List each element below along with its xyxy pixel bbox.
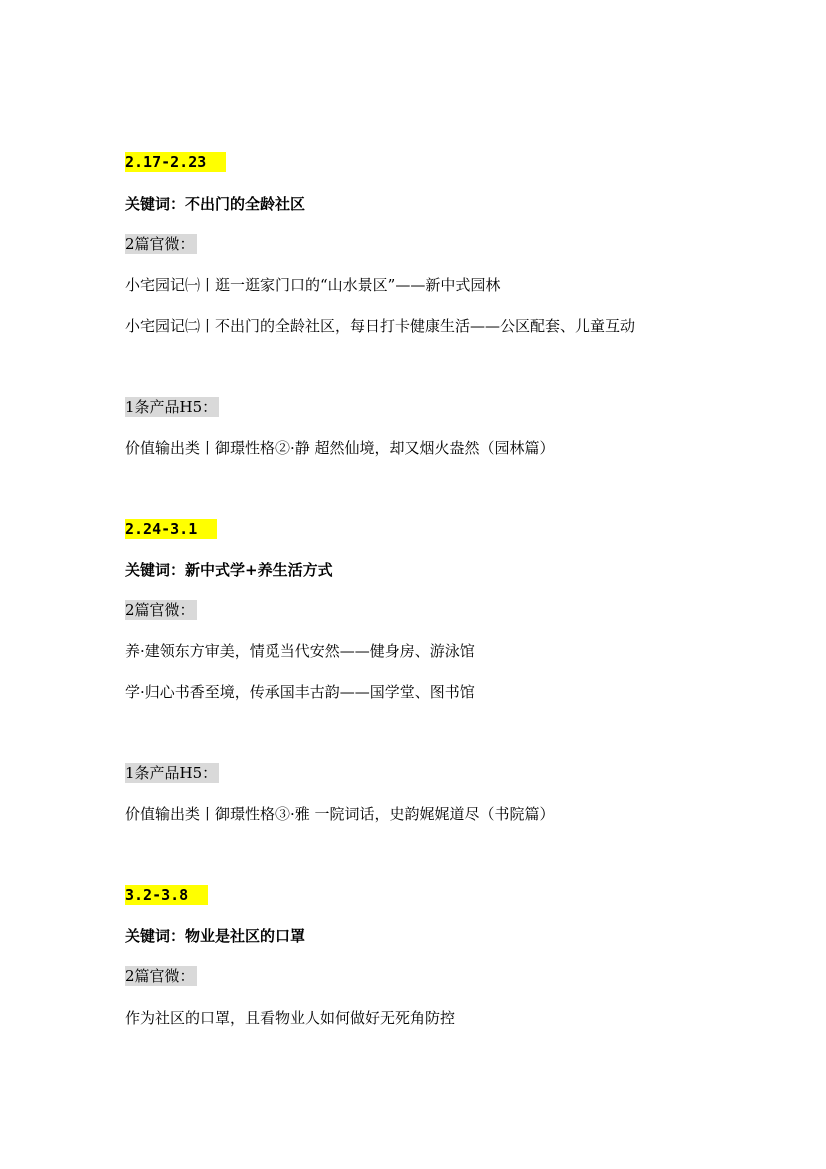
section-date: 3.2-3.8: [125, 885, 208, 905]
h5-label: 1条产品H5：: [125, 398, 218, 416]
weixin-item: 小宅园记㈠丨逛一逛家门口的“山水景区”——新中式园林: [125, 276, 501, 294]
h5-item: 价值输出类丨御璟性格②·静 超然仙境，却又烟火盎然（园林篇）: [125, 439, 555, 457]
weixin-label: 2篇官微：: [125, 967, 195, 985]
weixin-item: 作为社区的口罩，且看物业人如何做好无死角防控: [125, 1009, 456, 1027]
weixin-item: 养·建领东方审美，情觅当代安然——健身房、游泳馆: [125, 642, 475, 660]
weixin-label: 2篇官微：: [125, 235, 195, 253]
section-keyword: 关键词：新中式学+养生活方式: [125, 561, 333, 579]
section-date: 2.17-2.23: [125, 152, 226, 172]
h5-label: 1条产品H5：: [125, 764, 218, 782]
section-keyword: 关键词：物业是社区的口罩: [125, 927, 306, 945]
weixin-item: 小宅园记㈡丨不出门的全龄社区，每日打卡健康生活——公区配套、儿童互动: [125, 317, 636, 335]
weixin-label: 2篇官微：: [125, 601, 195, 619]
section-keyword: 关键词：不出门的全龄社区: [125, 195, 306, 213]
h5-item: 价值输出类丨御璟性格③·雅 一院词话，史韵娓娓道尽（书院篇）: [125, 805, 555, 823]
weixin-item: 学·归心书香至境，传承国丰古韵——国学堂、图书馆: [125, 683, 475, 701]
section-date: 2.24-3.1: [125, 519, 217, 539]
